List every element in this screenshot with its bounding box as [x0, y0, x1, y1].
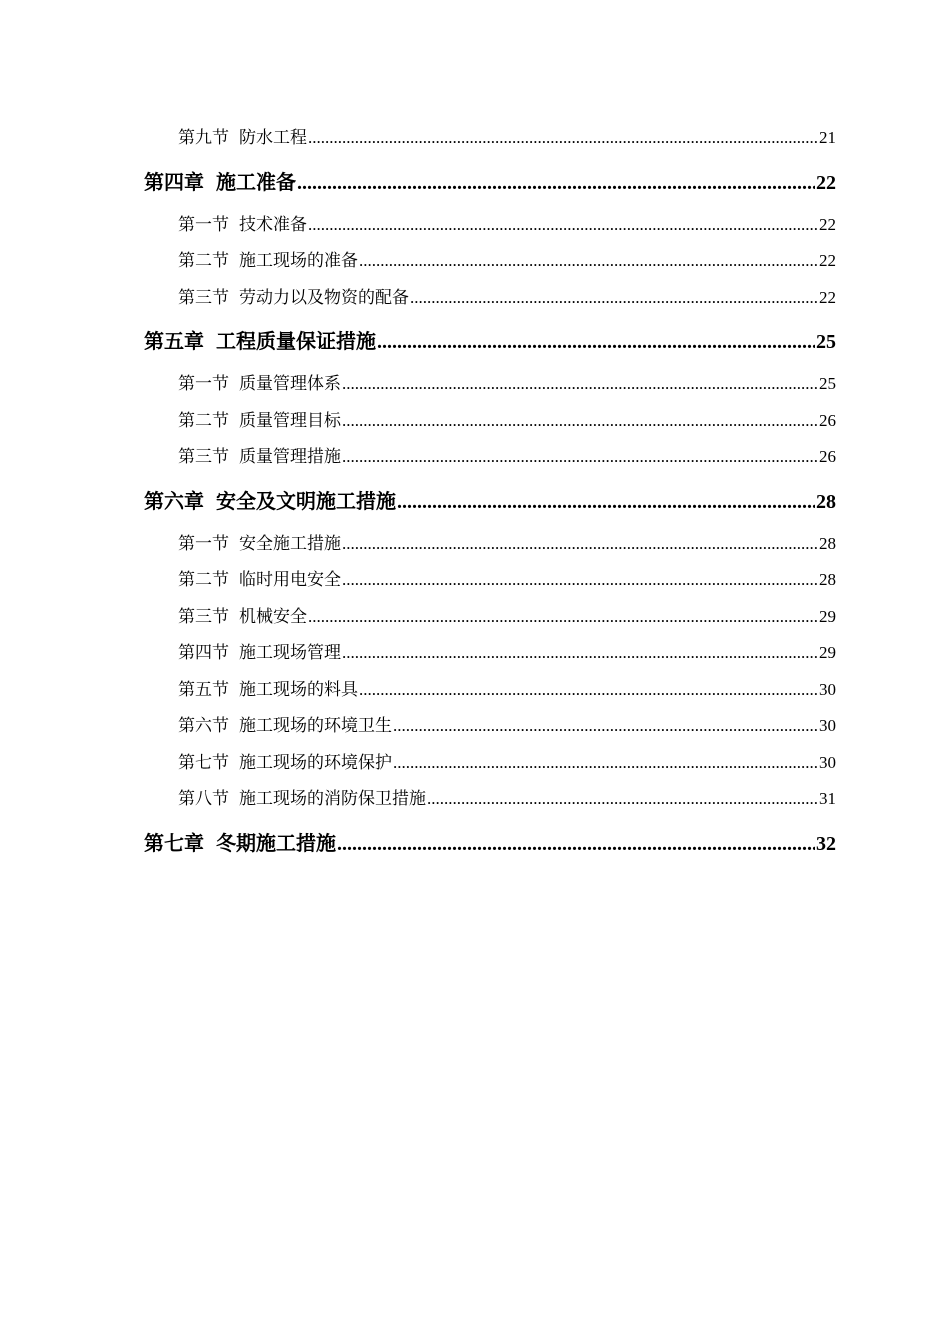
dot-leader — [397, 477, 815, 527]
dot-leader — [342, 439, 818, 476]
dot-leader — [410, 280, 818, 317]
toc-entry-page: 21 — [819, 128, 836, 147]
dot-leader — [342, 562, 818, 599]
toc-entry-section[interactable] — [144, 635, 836, 672]
toc-entry-number: 第五章 — [144, 329, 204, 353]
toc-entry-title: 冬期施工措施 — [216, 830, 336, 855]
dot-leader — [342, 635, 818, 672]
toc-entry-number: 第八节 — [178, 789, 229, 809]
toc-entry-page: 30 — [819, 752, 836, 772]
toc-entry-title: 安全施工措施 — [239, 533, 341, 554]
toc-entry-number: 第三节 — [178, 606, 229, 627]
toc-entry-number: 第六章 — [144, 488, 204, 513]
toc-entry-section[interactable] — [144, 562, 836, 599]
toc-entry-page: 26 — [819, 410, 836, 430]
toc-entry-title: 质量管理体系 — [239, 374, 341, 394]
table-of-contents — [144, 120, 836, 868]
toc-entry-page: 28 — [819, 533, 836, 553]
toc-entry-title: 临时用电安全 — [239, 570, 341, 590]
toc-entry-section[interactable] — [144, 599, 836, 636]
toc-entry-number: 第二节 — [178, 251, 229, 271]
dot-leader — [308, 207, 818, 244]
toc-entry-chapter[interactable] — [144, 157, 836, 207]
toc-entry-number: 第三节 — [178, 287, 229, 308]
dot-leader — [337, 819, 815, 869]
toc-entry-title: 质量管理目标 — [239, 410, 341, 431]
toc-entry-title: 防水工程 — [239, 128, 307, 148]
toc-entry-number: 第二节 — [178, 410, 229, 431]
dot-leader — [308, 599, 818, 636]
dot-leader — [297, 158, 815, 208]
toc-entry-title: 施工现场管理 — [239, 643, 341, 663]
dot-leader — [308, 120, 818, 157]
toc-entry-page: 22 — [819, 214, 836, 234]
toc-entry-page: 26 — [819, 447, 836, 466]
toc-entry-title: 施工现场的环境卫生 — [239, 716, 392, 736]
toc-entry-chapter[interactable] — [144, 476, 836, 526]
toc-entry-page: 25 — [816, 331, 836, 353]
toc-entry-section[interactable] — [144, 120, 836, 157]
toc-entry-section[interactable] — [144, 280, 836, 317]
dot-leader — [393, 745, 818, 782]
toc-entry-title: 机械安全 — [239, 606, 307, 627]
toc-entry-number: 第五节 — [178, 679, 229, 700]
dot-leader — [359, 672, 818, 709]
toc-entry-page: 25 — [819, 374, 836, 393]
toc-entry-page: 28 — [816, 490, 836, 513]
toc-entry-number: 第四节 — [178, 643, 229, 663]
toc-entry-section[interactable] — [144, 243, 836, 280]
toc-entry-title: 施工现场的消防保卫措施 — [239, 789, 426, 809]
toc-entry-section[interactable] — [144, 207, 836, 244]
toc-entry-section[interactable] — [144, 745, 836, 782]
toc-entry-title: 劳动力以及物资的配备 — [239, 287, 409, 308]
toc-entry-chapter[interactable] — [144, 316, 836, 366]
toc-entry-section[interactable] — [144, 366, 836, 403]
dot-leader — [427, 781, 818, 818]
toc-entry-title: 施工现场的准备 — [239, 251, 358, 271]
toc-entry-page: 22 — [816, 171, 836, 194]
toc-entry-page: 32 — [816, 832, 836, 855]
dot-leader — [342, 526, 818, 563]
toc-entry-page: 29 — [819, 606, 836, 626]
toc-entry-page: 22 — [819, 287, 836, 307]
toc-entry-number: 第一节 — [178, 214, 229, 235]
toc-entry-section[interactable] — [144, 526, 836, 563]
toc-entry-section[interactable] — [144, 439, 836, 476]
dot-leader — [359, 243, 818, 280]
toc-entry-title: 安全及文明施工措施 — [216, 488, 396, 513]
toc-entry-page: 30 — [819, 716, 836, 735]
toc-entry-number: 第一节 — [178, 533, 229, 554]
toc-entry-section[interactable] — [144, 672, 836, 709]
toc-entry-number: 第三节 — [178, 447, 229, 467]
toc-entry-title: 工程质量保证措施 — [216, 329, 376, 353]
dot-leader — [377, 317, 815, 367]
toc-entry-page: 29 — [819, 643, 836, 662]
toc-entry-page: 31 — [819, 789, 836, 808]
toc-entry-chapter[interactable] — [144, 818, 836, 868]
toc-entry-title: 施工现场的环境保护 — [239, 752, 392, 773]
toc-entry-number: 第四章 — [144, 169, 204, 194]
toc-entry-number: 第一节 — [178, 374, 229, 394]
toc-entry-title: 施工现场的料具 — [239, 679, 358, 700]
toc-entry-number: 第九节 — [178, 128, 229, 148]
toc-entry-page: 30 — [819, 679, 836, 699]
toc-entry-page: 22 — [819, 251, 836, 270]
toc-entry-number: 第二节 — [178, 570, 229, 590]
toc-entry-title: 施工准备 — [216, 169, 296, 194]
toc-entry-section[interactable] — [144, 403, 836, 440]
toc-entry-number: 第七章 — [144, 830, 204, 855]
toc-entry-title: 技术准备 — [239, 214, 307, 235]
toc-entry-number: 第六节 — [178, 716, 229, 736]
toc-entry-section[interactable] — [144, 781, 836, 818]
toc-entry-section[interactable] — [144, 708, 836, 745]
dot-leader — [393, 708, 818, 745]
toc-entry-number: 第七节 — [178, 752, 229, 773]
toc-entry-page: 28 — [819, 570, 836, 589]
dot-leader — [342, 366, 818, 403]
dot-leader — [342, 403, 818, 440]
toc-entry-title: 质量管理措施 — [239, 447, 341, 467]
